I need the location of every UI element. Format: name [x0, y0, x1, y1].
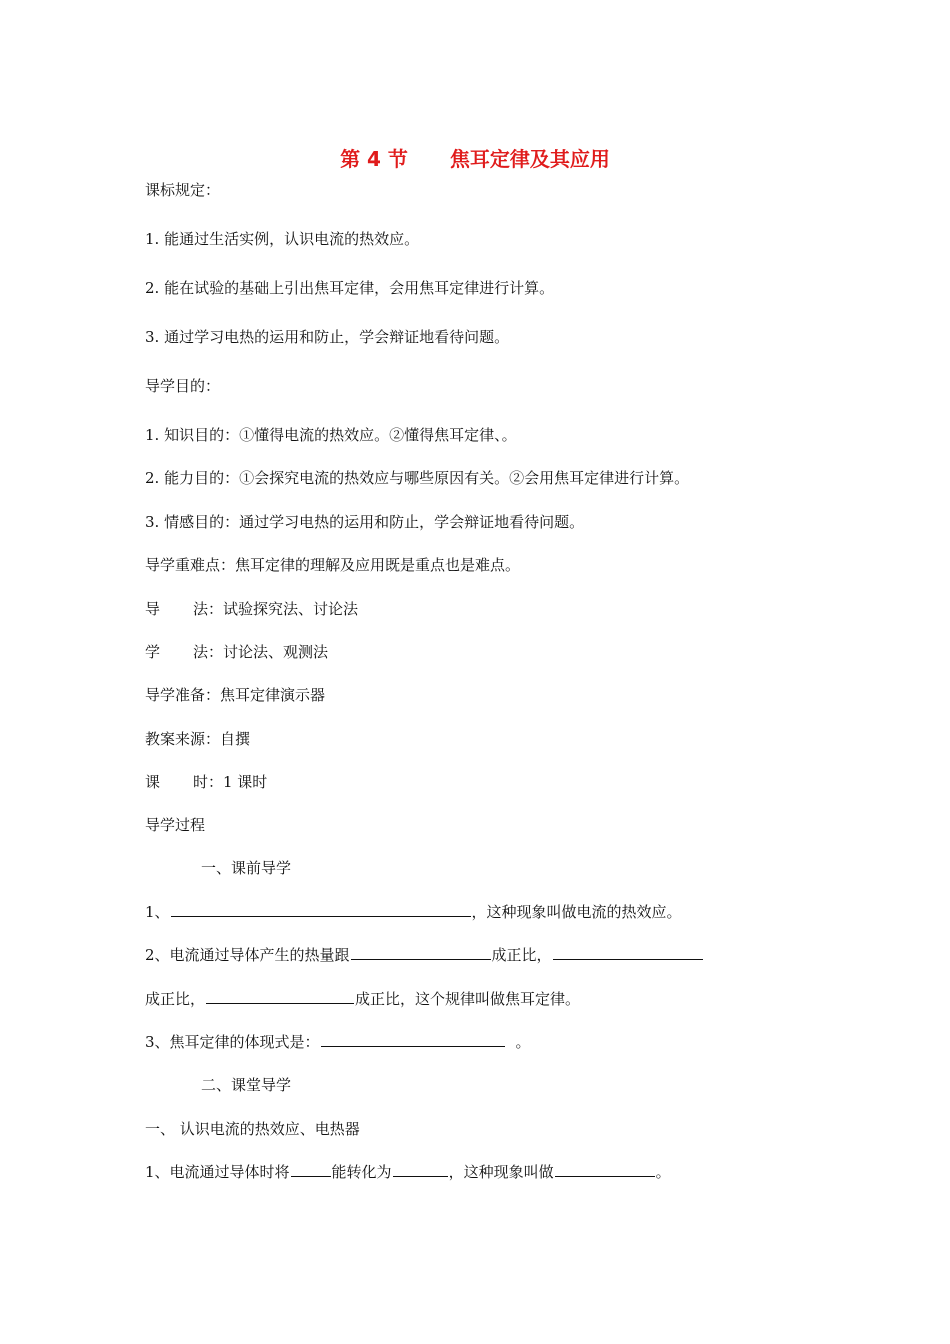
teaching-method-value: 法：试验探究法、讨论法: [193, 600, 359, 618]
q2-prefix: 2、电流通过导体产生的热量跟: [145, 946, 350, 964]
q1-suffix: ，这种现象叫做电流的热效应。: [471, 903, 682, 921]
fill-blank[interactable]: [393, 1162, 448, 1177]
fill-blank[interactable]: [555, 1162, 655, 1177]
learning-method-value: 法：讨论法、观测法: [193, 643, 329, 661]
pre-class-heading: 一、课前导学: [201, 859, 292, 877]
section-name: 焦耳定律及其应用: [449, 147, 610, 171]
q2b-suffix: 成正比，这个规律叫做焦耳定律。: [355, 990, 581, 1008]
objective-item: 3. 情感目的：通过学习电热的运用和防止，学会辩证地看待问题。: [145, 513, 585, 531]
iq1-mid2: ，这种现象叫做: [448, 1163, 554, 1181]
class-hours: [145, 772, 267, 792]
page-title: [0, 143, 950, 172]
in-class-heading: 二、课堂导学: [201, 1076, 292, 1094]
in-class-topic: 一、 认识电流的热效应、电热器: [145, 1120, 360, 1138]
iq1-prefix: 1、电流通过导体时将: [145, 1163, 290, 1181]
class-hours-value: 时：1 课时: [193, 773, 268, 791]
standard-item: 2. 能在试验的基础上引出焦耳定律，会用焦耳定律进行计算。: [145, 279, 555, 297]
plan-source: 教案来源：自撰: [145, 730, 251, 748]
fill-blank[interactable]: [206, 989, 354, 1004]
standards-heading: 课标规定：: [145, 181, 221, 199]
iq1-suffix: 。: [655, 1163, 671, 1181]
pre-class-question-3: [145, 1032, 531, 1052]
pre-class-question-2: [145, 945, 704, 965]
pre-class-question-1: [145, 902, 682, 922]
fill-blank[interactable]: [351, 945, 491, 960]
preparation: 导学准备：焦耳定律演示器: [145, 686, 326, 704]
fill-blank[interactable]: [291, 1162, 331, 1177]
objective-item: 2. 能力目的：①会探究电流的热效应与哪些原因有关。②会用焦耳定律进行计算。: [145, 469, 690, 487]
pre-class-question-2-cont: [145, 989, 580, 1009]
q3-prefix: 3、焦耳定律的体现式是：: [145, 1033, 320, 1051]
q3-suffix: 。: [515, 1033, 531, 1051]
standard-item: 1. 能通过生活实例，认识电流的热效应。: [145, 230, 420, 248]
q1-prefix: 1、: [145, 903, 170, 921]
fill-blank[interactable]: [171, 902, 471, 917]
process-heading: 导学过程: [145, 816, 206, 834]
q2b-prefix: 成正比，: [145, 990, 206, 1008]
teaching-method-label: 导: [145, 600, 161, 618]
learning-method: [145, 642, 328, 662]
teaching-method: [145, 599, 358, 619]
iq1-mid1: 能转化为: [331, 1163, 392, 1181]
section-number: 第 4 节: [340, 147, 408, 171]
learning-method-label: 学: [145, 643, 161, 661]
fill-blank[interactable]: [321, 1032, 505, 1047]
fill-blank[interactable]: [553, 945, 703, 960]
class-hours-label: 课: [145, 773, 161, 791]
standard-item: 3. 通过学习电热的运用和防止，学会辩证地看待问题。: [145, 328, 510, 346]
in-class-question-1: [145, 1162, 671, 1182]
key-points: 导学重难点：焦耳定律的理解及应用既是重点也是难点。: [145, 556, 521, 574]
objective-item: 1. 知识目的：①懂得电流的热效应。②懂得焦耳定律、。: [145, 426, 517, 444]
q2-mid: 成正比，: [491, 946, 552, 964]
objectives-heading: 导学目的：: [145, 377, 221, 395]
